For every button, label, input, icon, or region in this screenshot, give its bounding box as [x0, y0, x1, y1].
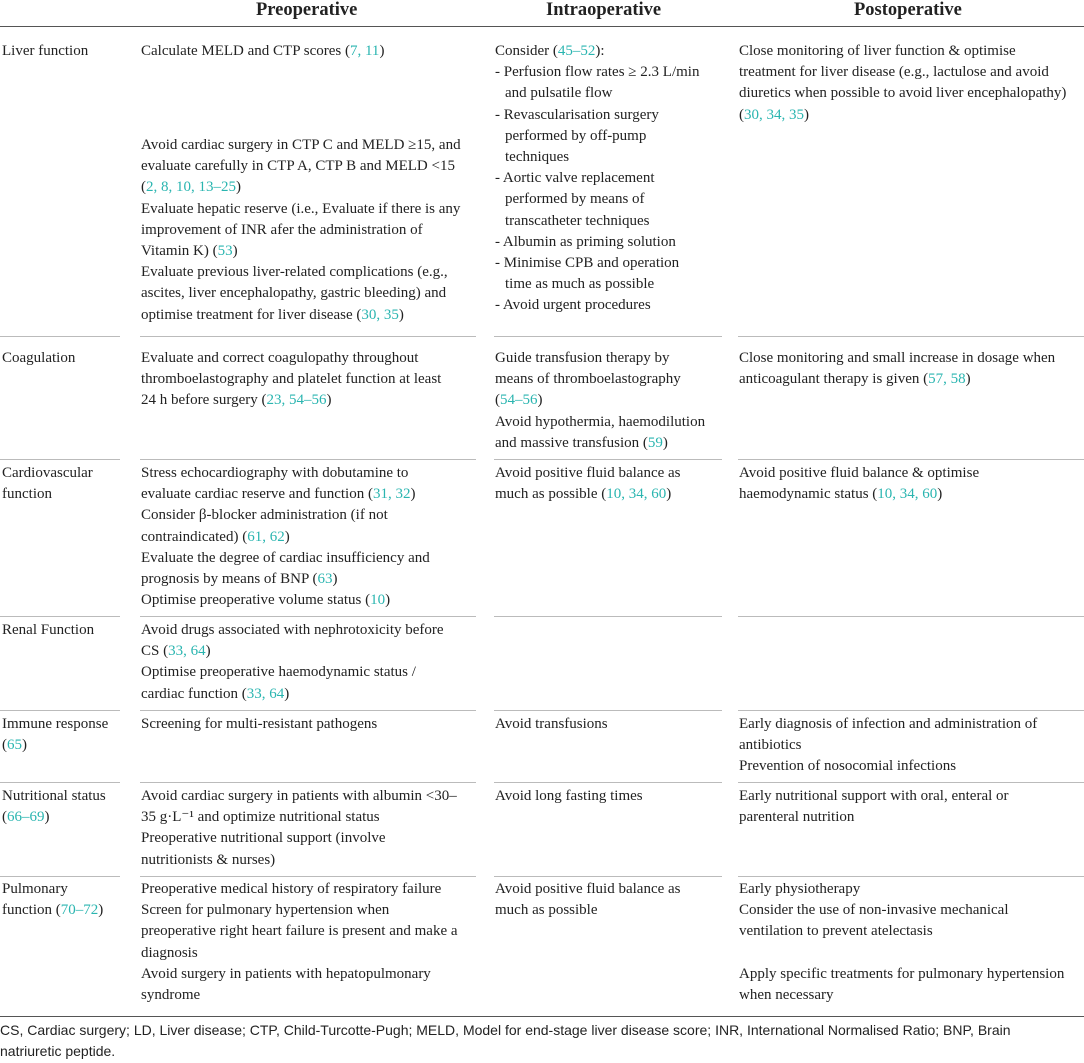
cell-line: - Revascularisation surgery: [495, 106, 659, 123]
cell-line: Liver function: [2, 43, 89, 59]
cell-line: Screening for multi-resistant pathogens: [141, 716, 378, 732]
header-postoperative: Postoperative: [854, 0, 962, 20]
citation-link[interactable]: 23, 54–56: [266, 392, 327, 409]
cell-line: parenteral nutrition: [739, 809, 855, 826]
cell-line: Close monitoring and small increase in dosage when: [739, 350, 1056, 366]
cell-line: Evaluate hepatic reserve (i.e., Evaluate if there is any: [141, 200, 461, 217]
cell-line: - Minimise CPB and operation: [495, 255, 680, 272]
cell-line: function (70–72): [2, 902, 104, 919]
cell-line: (30, 34, 35): [739, 106, 809, 123]
postoperative-cell: [739, 463, 979, 505]
citation-link[interactable]: 10, 34, 60: [877, 486, 938, 503]
cell-line: Avoid positive fluid balance as: [495, 881, 681, 897]
cell-line: Stress echocardiography with dobutamine to: [141, 465, 409, 481]
cell-line: Cardiovascular: [2, 465, 93, 481]
cell-line: Immune response: [2, 716, 109, 732]
cell-line: Avoid transfusions: [495, 716, 608, 732]
category-cell: [2, 879, 103, 921]
citation-link[interactable]: 54–56: [500, 392, 538, 409]
preoperative-cell: [141, 135, 461, 326]
cell-line: Guide transfusion therapy by: [495, 350, 670, 366]
cell-line: (2, 8, 10, 13–25): [141, 179, 241, 196]
citation-link[interactable]: 10, 34, 60: [606, 486, 667, 503]
row-separator: [140, 710, 476, 711]
cell-line: Early physiotherapy: [739, 881, 861, 897]
category-cell: [2, 348, 75, 369]
row-separator: [738, 782, 1084, 783]
postoperative-cell: [739, 714, 1037, 778]
cell-line: techniques: [505, 149, 570, 166]
cell-line: (65): [2, 737, 27, 754]
intraoperative-cell: [495, 714, 608, 735]
cell-line: nutritionists & nurses): [141, 851, 276, 868]
cell-line: Avoid cardiac surgery in CTP C and MELD ≥15, and: [141, 137, 461, 153]
cell-line: syndrome: [141, 987, 201, 1004]
row-separator: [738, 336, 1084, 337]
citation-link[interactable]: 7, 11: [349, 43, 380, 59]
preoperative-cell: [141, 620, 444, 705]
cell-line: Vitamin K) (53): [141, 243, 238, 260]
header-preoperative: Preoperative: [256, 0, 358, 20]
cell-line: anticoagulant therapy is given (57, 58): [739, 371, 971, 388]
row-separator: [738, 710, 1084, 711]
row-separator: [738, 876, 1084, 877]
cell-line: Evaluate the degree of cardiac insufficiency and: [141, 549, 430, 566]
cell-line: Avoid drugs associated with nephrotoxicity before: [141, 622, 444, 638]
cell-line: Evaluate previous liver-related complications (e.g.,: [141, 264, 448, 281]
header-rule: [0, 26, 1084, 27]
cell-line: performed by means of: [505, 191, 645, 208]
cell-line: Avoid hypothermia, haemodilution: [495, 413, 706, 430]
cell-line: evaluate cardiac reserve and function (31, 32): [141, 486, 416, 503]
row-separator: [140, 616, 476, 617]
cell-line: Early nutritional support with oral, enteral or: [739, 788, 1009, 804]
cell-line: Nutritional status: [2, 788, 106, 804]
postoperative-cell: [739, 964, 1064, 1006]
row-separator: [0, 876, 120, 877]
citation-link[interactable]: 2, 8, 10, 13–25: [146, 179, 236, 196]
cell-line: improvement of INR afer the administration of: [141, 221, 423, 238]
cell-line: Early diagnosis of infection and administration of: [739, 716, 1038, 732]
cell-line: Consider β-blocker administration (if not: [141, 507, 388, 524]
cell-line: Pulmonary: [2, 881, 68, 897]
row-separator: [0, 782, 120, 783]
intraoperative-cell: [495, 41, 699, 317]
cell-line: optimise treatment for liver disease (30, 35): [141, 306, 404, 323]
row-separator: [494, 782, 722, 783]
category-cell: [2, 41, 88, 62]
cell-line: transcatheter techniques: [505, 212, 650, 229]
category-cell: [2, 620, 94, 641]
cell-line: Screen for pulmonary hypertension when: [141, 902, 390, 919]
cell-line: performed by off-pump: [505, 127, 647, 144]
row-separator: [494, 710, 722, 711]
citation-link[interactable]: 10: [370, 592, 386, 609]
cell-line: prognosis by means of BNP (63): [141, 571, 338, 588]
cell-line: - Perfusion flow rates ≥ 2.3 L/min: [495, 64, 700, 81]
postoperative-cell: [739, 786, 1009, 828]
footnote-line: natriuretic peptide.: [0, 1043, 116, 1059]
cell-line: much as possible: [495, 902, 598, 919]
row-separator: [494, 336, 722, 337]
cell-line: Preoperative medical history of respiratory failure: [141, 881, 442, 897]
category-cell: [2, 714, 108, 756]
cell-line: Avoid positive fluid balance as: [495, 465, 681, 481]
citation-link[interactable]: 61, 62: [247, 528, 285, 545]
cell-line: Prevention of nosocomial infections: [739, 758, 957, 775]
cell-line: and pulsatile flow: [505, 85, 613, 102]
cell-line: Coagulation: [2, 350, 76, 366]
cell-line: cardiac function (33, 64): [141, 685, 290, 702]
cell-line: Renal Function: [2, 622, 95, 638]
intraoperative-cell: [495, 786, 643, 807]
cell-line: function: [2, 486, 52, 503]
cell-line: (54–56): [495, 392, 543, 409]
cell-line: ventilation to prevent atelectasis: [739, 923, 933, 940]
intraoperative-cell: [495, 463, 681, 505]
preoperative-cell: [141, 463, 430, 611]
cell-line: diuretics when possible to avoid liver encephalopathy): [739, 85, 1067, 102]
postoperative-cell: [739, 879, 1009, 943]
cell-line: Apply specific treatments for pulmonary hypertension: [739, 966, 1065, 982]
cell-line: contraindicated) (61, 62): [141, 528, 290, 545]
cell-line: 24 h before surgery (23, 54–56): [141, 392, 332, 409]
table-footnote: [0, 1020, 1084, 1062]
citation-link[interactable]: 53: [217, 243, 233, 260]
cell-line: Preoperative nutritional support (involve: [141, 830, 386, 847]
cell-line: treatment for liver disease (e.g., lactulose and avoid: [739, 64, 1049, 81]
cell-line: time as much as possible: [505, 276, 655, 293]
cell-line: Consider the use of non-invasive mechanical: [739, 902, 1009, 919]
row-separator: [494, 616, 722, 617]
cell-line: Calculate MELD and CTP scores (7, 11): [141, 43, 385, 59]
category-cell: [2, 786, 106, 828]
cell-line: ascites, liver encephalopathy, gastric bleeding) and: [141, 285, 447, 302]
cell-line: Evaluate and correct coagulopathy throughout: [141, 350, 419, 366]
citation-link[interactable]: 65: [7, 737, 22, 754]
footnote-line: CS, Cardiac surgery; LD, Liver disease; CTP, Child-Turcotte-Pugh; MELD, Model for end-stage liver disease score; INR, International Normalised Ratio; BNP, Brain: [0, 1022, 1011, 1038]
preoperative-cell: [141, 879, 458, 1006]
preoperative-cell: [141, 714, 377, 735]
cell-line: Avoid surgery in patients with hepatopulmonary: [141, 965, 431, 982]
footnote-rule: [0, 1016, 1084, 1017]
category-cell: [2, 463, 93, 505]
row-separator: [140, 876, 476, 877]
citation-link[interactable]: 45–52: [557, 43, 596, 59]
row-separator: [738, 459, 1084, 460]
cell-line: much as possible (10, 34, 60): [495, 486, 672, 503]
row-separator: [738, 616, 1084, 617]
preoperative-cell: [141, 348, 441, 412]
citation-link[interactable]: 31, 32: [372, 486, 411, 503]
cell-line: - Aortic valve replacement: [495, 170, 655, 187]
row-separator: [0, 710, 120, 711]
cell-line: and massive transfusion (59): [495, 434, 668, 451]
cell-line: - Avoid urgent procedures: [495, 297, 651, 314]
row-separator: [0, 336, 120, 337]
row-separator: [0, 459, 120, 460]
citation-link[interactable]: 57, 58: [928, 371, 966, 388]
intraoperative-cell: [495, 879, 681, 921]
citation-link[interactable]: 63: [317, 571, 333, 588]
row-separator: [494, 459, 722, 460]
cell-line: Optimise preoperative haemodynamic status /: [141, 664, 416, 681]
citation-link[interactable]: 70–72: [60, 902, 99, 919]
cell-line: 35 g·L⁻¹ and optimize nutritional status: [141, 809, 380, 826]
cell-line: antibiotics: [739, 737, 802, 754]
citation-link[interactable]: 33, 64: [168, 643, 206, 660]
postoperative-cell: [739, 348, 1055, 390]
header-intraoperative: Intraoperative: [546, 0, 662, 20]
cell-line: evaluate carefully in CTP A, CTP B and MELD <15: [141, 158, 455, 175]
cell-line: Avoid positive fluid balance & optimise: [739, 465, 980, 481]
cell-line: (66–69): [2, 809, 50, 826]
preoperative-cell: [141, 41, 384, 62]
cell-line: thromboelastography and platelet function at least: [141, 371, 442, 388]
cell-line: haemodynamic status (10, 34, 60): [739, 486, 943, 503]
row-separator: [0, 616, 120, 617]
cell-line: when necessary: [739, 987, 834, 1004]
cell-line: Avoid long fasting times: [495, 788, 643, 804]
cell-line: preoperative right heart failure is present and make a: [141, 923, 458, 940]
citation-link[interactable]: 30, 35: [361, 306, 399, 323]
cell-line: Consider (45–52):: [495, 43, 605, 59]
cell-line: CS (33, 64): [141, 643, 211, 660]
postoperative-cell: [739, 41, 1066, 126]
preoperative-cell: [141, 786, 457, 871]
citation-link[interactable]: 33, 64: [246, 685, 285, 702]
citation-link[interactable]: 59: [647, 434, 663, 451]
cell-line: means of thromboelastography: [495, 371, 681, 388]
citation-link[interactable]: 30, 34, 35: [744, 106, 804, 123]
row-separator: [140, 782, 476, 783]
intraoperative-cell: [495, 348, 705, 454]
cell-line: Avoid cardiac surgery in patients with albumin <30–: [141, 788, 457, 804]
row-separator: [140, 336, 476, 337]
cell-line: Close monitoring of liver function & optimise: [739, 43, 1016, 59]
citation-link[interactable]: 66–69: [7, 809, 45, 826]
row-separator: [494, 876, 722, 877]
cell-line: - Albumin as priming solution: [495, 233, 676, 250]
cell-line: diagnosis: [141, 944, 198, 961]
cell-line: Optimise preoperative volume status (10): [141, 592, 391, 609]
row-separator: [140, 459, 476, 460]
